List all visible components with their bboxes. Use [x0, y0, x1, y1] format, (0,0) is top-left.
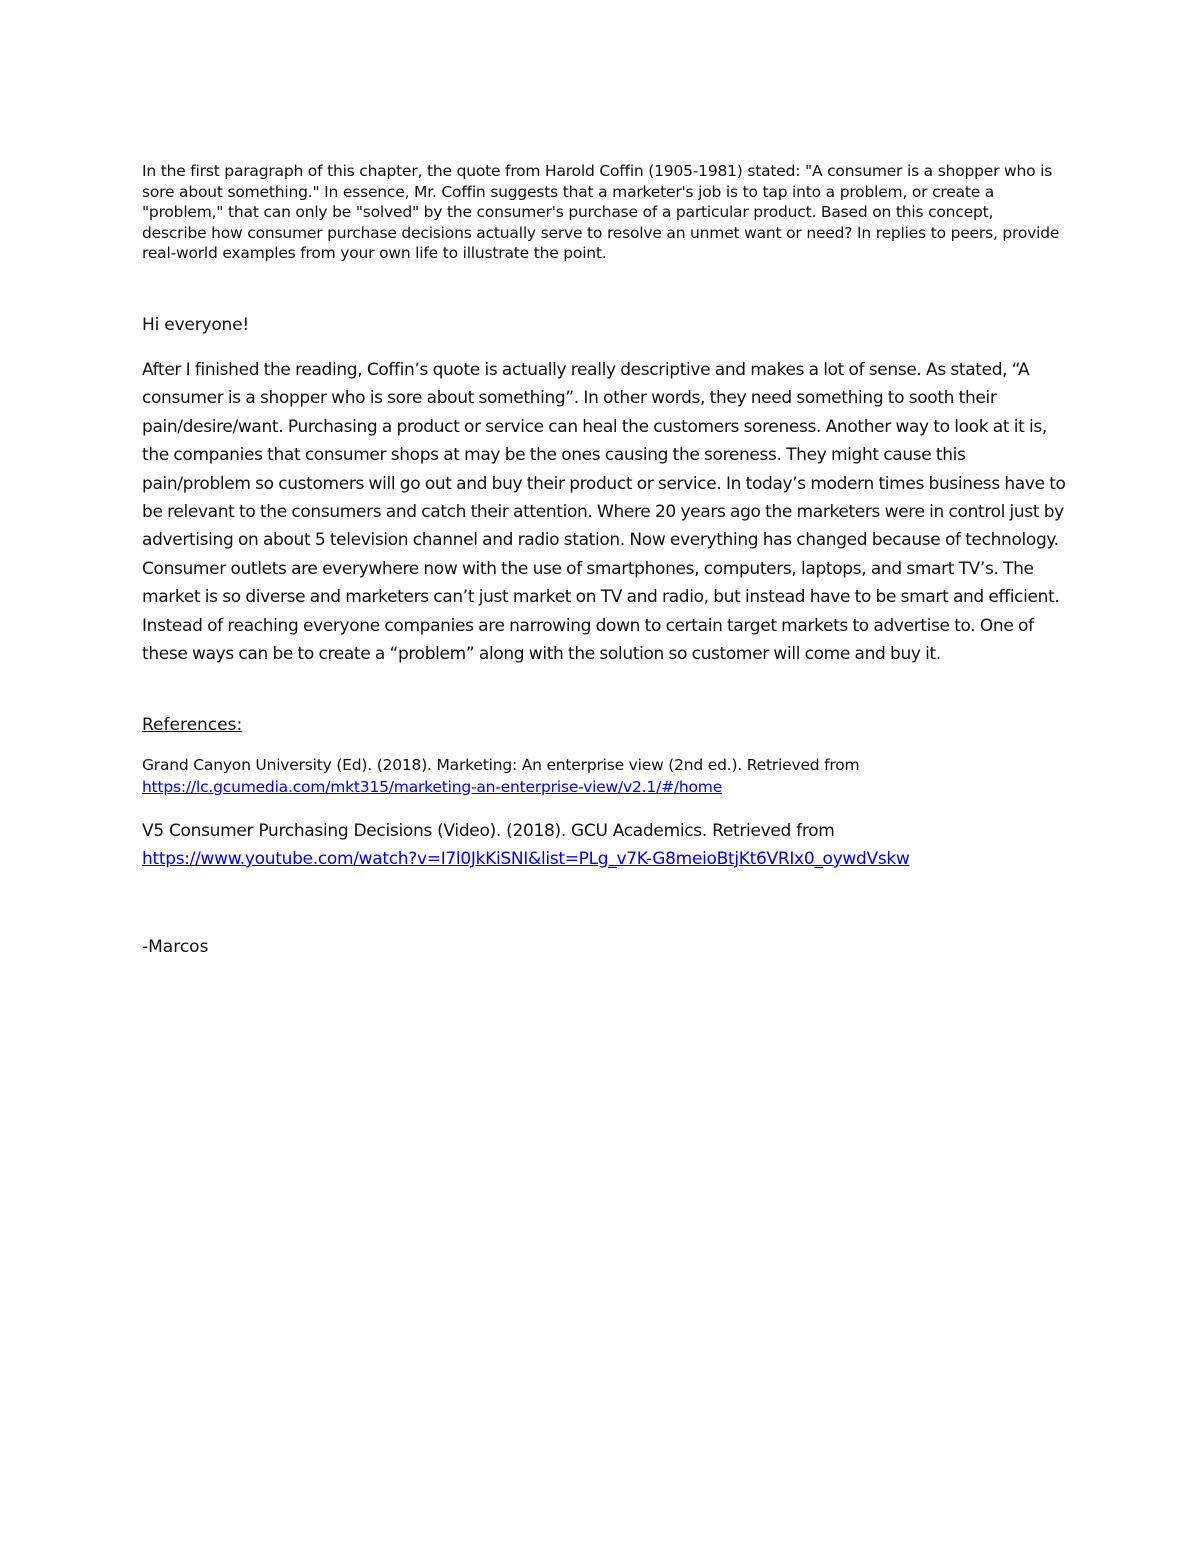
- reference-text: Grand Canyon University (Ed). (2018). Marketing: An enterprise view (2nd ed.). Retrieved from: [142, 756, 860, 774]
- reference-item: [142, 755, 1072, 798]
- response-body: After I finished the reading, Coffin’s quote is actually really descriptive and makes a lot of sense. As stated, “A consumer is a shopper who is sore about something”. In other words, they need something to sooth their pain/desire/want. Purchasing a product or service can heal the customers soreness. Another way to look at it is, the companies that consumer shops at may be the ones causing the soreness. They might cause this pain/problem so customers will go out and buy their product or service. In today’s modern times business have to be relevant to the consumers and catch their attention. Where 20 years ago the marketers were in control just by advertising on about 5 television channel and radio station. Now everything has changed because of technology. Consumer outlets are everywhere now with the use of smartphones, computers, laptops, and smart TV’s. The market is so diverse and marketers can’t just market on TV and radio, but instead have to be smart and efficient. Instead of reaching everyone companies are narrowing down to certain target markets to advertise to. One of these ways can be to create a “problem” along with the solution so customer will come and buy it.: [142, 360, 1066, 665]
- signature: -Marcos: [142, 937, 209, 957]
- reference-item: [142, 817, 1072, 873]
- reference-link[interactable]: https://lc.gcumedia.com/mkt315/marketing-an-enterprise-view/v2.1/#/home: [142, 777, 723, 796]
- references-heading: References:: [142, 715, 243, 735]
- greeting: Hi everyone!: [142, 315, 249, 335]
- reference-link[interactable]: https://www.youtube.com/watch?v=I7l0JkKiSNI&list=PLg_v7K-G8meioBtjKt6VRIx0_oywdVskw: [142, 849, 910, 869]
- discussion-prompt: In the first paragraph of this chapter, the quote from Harold Coffin (1905-1981) stated: "A consumer is a shopper who is sore about something." In essence, Mr. Coffin suggests that a marketer's job is to tap into a problem, or create a "problem," that can only be "solved" by the consumer's purchase of a particular product. Based on this concept, describe how consumer purchase decisions actually serve to resolve an unmet want or need? In replies to peers, provide real-world examples from your own life to illustrate the point.: [142, 162, 1060, 262]
- reference-text: V5 Consumer Purchasing Decisions (Video). (2018). GCU Academics. Retrieved from: [142, 821, 835, 841]
